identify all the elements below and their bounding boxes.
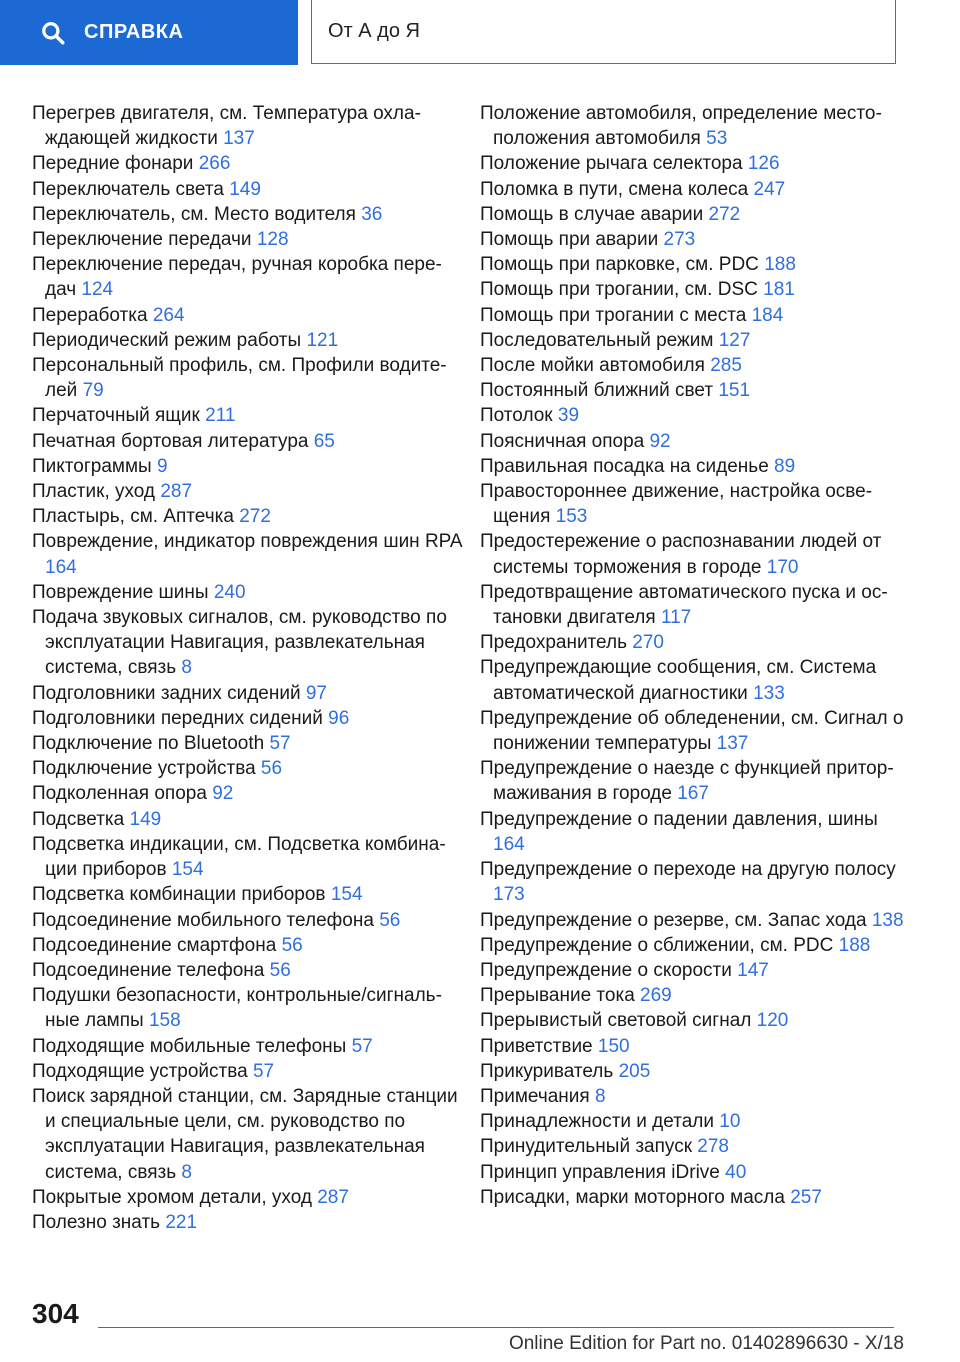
index-entry-term: Предупреждение о падении давления, шины (480, 808, 878, 830)
index-entry-term: Положение автомобиля, определение местоположения автомобиля (480, 103, 882, 150)
index-entry (32, 908, 462, 933)
page-link[interactable]: 164 (493, 833, 525, 855)
page-link[interactable]: 266 (198, 153, 231, 175)
page-link[interactable]: 56 (379, 909, 401, 931)
page-link[interactable]: 247 (753, 178, 786, 200)
index-entry-term: Переключение передач, ручная коробка передач (32, 254, 442, 301)
index-entry-term: Подходящие устройства (32, 1060, 248, 1082)
index-entry-term: Подсветка индикации, см. Подсветка комбинации приборов (32, 833, 446, 881)
index-entry (480, 706, 910, 756)
index-entry (480, 630, 910, 655)
index-entry (480, 1034, 910, 1059)
index-entry (32, 580, 462, 605)
index-entry (32, 101, 462, 151)
index-entry-term: Печатная бортовая литература (32, 430, 309, 452)
index-entry (480, 1185, 910, 1210)
index-entry-term: Подача звуковых сигналов, см. руководство по эксплуатации Навигация, развлекательная система, связь (32, 607, 447, 679)
index-entry (32, 781, 462, 806)
page-link[interactable]: 287 (160, 481, 193, 503)
index-entry-term: Периодический режим работы (32, 329, 302, 351)
page-link[interactable]: 8 (181, 657, 192, 679)
index-entry (32, 731, 462, 756)
index-entry (480, 479, 910, 529)
index-entry (32, 605, 462, 681)
index-entry-term: Принадлежности и детали (480, 1111, 714, 1133)
index-entry (32, 882, 462, 907)
index-entry (32, 1084, 462, 1185)
index-entry-term: Помощь в случае аварии (480, 203, 704, 225)
page-link[interactable]: 188 (838, 934, 871, 956)
index-entry (32, 807, 462, 832)
index-entry (32, 756, 462, 781)
page-link[interactable]: 39 (557, 405, 580, 427)
index-entry (32, 983, 462, 1033)
page-link[interactable]: 56 (281, 934, 303, 956)
index-entry-term: Помощь при парковке, см. PDC (480, 254, 759, 276)
index-entry-term: После мойки автомобиля (480, 355, 705, 377)
index-entry-term: Подсветка (32, 808, 125, 830)
index-entry (480, 908, 910, 933)
page-link[interactable]: 92 (649, 430, 671, 452)
index-entry (32, 479, 462, 504)
index-entry (32, 303, 462, 328)
index-entry-term: Подсоединение мобильного телефона (32, 909, 374, 931)
page-link[interactable]: 124 (81, 279, 114, 301)
index-entry (32, 429, 462, 454)
index-entry (32, 933, 462, 958)
index-entry-term: Пиктограммы (32, 455, 152, 477)
page-link[interactable]: 92 (212, 783, 234, 805)
page-link[interactable]: 273 (663, 229, 696, 251)
page-link[interactable]: 240 (213, 581, 246, 603)
index-entry (480, 1109, 910, 1134)
index-entry-term: Прикуриватель (480, 1060, 614, 1082)
index-entry (480, 857, 910, 907)
index-entry-term: Подголовники задних сидений (32, 682, 301, 704)
index-entry (480, 277, 910, 302)
index-entry (32, 454, 462, 479)
index-entry-term: Подсоединение телефона (32, 959, 265, 981)
page-link[interactable]: 57 (351, 1035, 373, 1057)
page-link[interactable]: 181 (763, 279, 795, 301)
page-link[interactable]: 164 (45, 556, 77, 578)
index-entry (32, 1034, 462, 1059)
page-link[interactable]: 264 (152, 304, 185, 326)
index-entry (32, 529, 462, 579)
index-entry-term: Поясничная опора (480, 430, 645, 452)
page-link[interactable]: 154 (330, 884, 363, 906)
page-link[interactable]: 128 (256, 229, 289, 251)
index-entry-term: Переключение передачи (32, 229, 252, 251)
page-link[interactable]: 121 (306, 329, 339, 351)
index-entry (480, 1059, 910, 1084)
page-link[interactable]: 188 (764, 254, 796, 276)
index-entry-term: Перегрев двигателя, см. Температура охлаждающей жидкости (32, 103, 421, 150)
page-link[interactable]: 153 (555, 506, 588, 528)
index-entry-term: Предупреждение об обледенении, см. Сигнал о понижении температуры (480, 707, 904, 755)
index-entry (480, 933, 910, 958)
index-entry-term: Переключатель света (32, 178, 224, 200)
footer-divider (98, 1327, 894, 1328)
page-link[interactable]: 137 (716, 733, 749, 755)
page-link[interactable]: 270 (632, 632, 664, 654)
index-entry-term: Персональный профиль, см. Профили водителей (32, 355, 447, 402)
index-entry (480, 353, 910, 378)
page-link[interactable]: 53 (706, 128, 728, 150)
page-link[interactable]: 57 (269, 733, 291, 755)
index-entry (480, 454, 910, 479)
index-entry-term: Подушки безопасности, контрольные/сигнальные лампы (32, 985, 442, 1032)
index-entry-term: Последовательный режим (480, 329, 714, 351)
page-link[interactable]: 151 (718, 380, 751, 402)
index-entry (32, 403, 462, 428)
index-entry-term: Полезно знать (32, 1211, 161, 1233)
index-entry-term: Помощь при трогании с места (480, 304, 747, 326)
page-link[interactable]: 117 (660, 607, 692, 629)
index-entry (32, 177, 462, 202)
page-link[interactable]: 89 (774, 455, 796, 477)
index-entry-term: Подходящие мобильные телефоны (32, 1035, 347, 1057)
page-link[interactable]: 8 (594, 1085, 606, 1107)
index-entry-term: Подколенная опора (32, 783, 207, 805)
page-link[interactable]: 170 (766, 556, 799, 578)
page-link[interactable]: 257 (790, 1186, 822, 1208)
index-entry-term: Прерывистый световой сигнал (480, 1010, 752, 1032)
page-link[interactable]: 137 (223, 128, 255, 150)
page-link[interactable]: 173 (493, 884, 525, 906)
index-column-right (480, 101, 910, 1210)
index-entry-term: Поиск зарядной станции, см. Зарядные станции и специальные цели, см. руководство по эксплуатации Навигация, развлекательная система, связь (32, 1085, 458, 1183)
index-entry-term: Принцип управления iDrive (480, 1161, 720, 1183)
page-link[interactable]: 96 (328, 707, 350, 729)
index-entry (32, 328, 462, 353)
help-label: СПРАВКА (84, 21, 184, 43)
index-entry-term: Присадки, марки моторного масла (480, 1186, 785, 1208)
index-entry-term: Повреждение, индикатор повреждения шин RPA (32, 531, 462, 553)
page-link[interactable]: 221 (165, 1211, 198, 1233)
index-entry (480, 378, 910, 403)
index-column-left (32, 101, 462, 1235)
index-entry (32, 504, 462, 529)
index-entry (480, 227, 910, 252)
index-entry-term: Правостороннее движение, настройка освещения (480, 481, 873, 528)
search-icon (40, 20, 66, 46)
index-entry (32, 1210, 462, 1235)
index-entry-term: Покрытые хромом детали, уход (32, 1186, 312, 1208)
page-link[interactable]: 287 (317, 1186, 349, 1208)
index-entry-term: Предупреждение о сближении, см. PDC (480, 934, 834, 956)
index-entry-term: Предупреждающие сообщения, см. Система автоматической диагностики (480, 657, 877, 704)
index-entry (480, 1134, 910, 1159)
index-entry (32, 353, 462, 403)
page-link[interactable]: 285 (710, 355, 742, 377)
index-entry (32, 252, 462, 302)
index-entry (32, 958, 462, 983)
page-link[interactable]: 138 (871, 909, 904, 931)
page-link[interactable]: 36 (361, 203, 383, 225)
page-link[interactable]: 149 (129, 808, 162, 830)
index-entry-term: Подсоединение смартфона (32, 934, 277, 956)
page-link[interactable]: 56 (260, 758, 283, 780)
index-entry-term: Подключение устройства (32, 758, 256, 780)
index-entry-term: Прерывание тока (480, 985, 635, 1007)
index-entry (480, 807, 910, 857)
page-link[interactable]: 120 (756, 1010, 789, 1032)
page-link[interactable]: 40 (725, 1161, 747, 1183)
page-link[interactable]: 149 (229, 178, 261, 200)
index-entry-term: Потолок (480, 405, 553, 427)
page-link[interactable]: 126 (747, 153, 780, 175)
page-link[interactable]: 158 (148, 1010, 181, 1032)
index-entry-term: Предупреждение о переходе на другую полосу (480, 859, 896, 881)
index-entry (32, 1185, 462, 1210)
index-entry-term: Помощь при аварии (480, 229, 659, 251)
page-link[interactable]: 211 (205, 405, 236, 427)
page-link[interactable]: 97 (305, 682, 327, 704)
page-link[interactable]: 8 (181, 1161, 192, 1183)
page-link[interactable]: 205 (618, 1060, 651, 1082)
page-link[interactable]: 269 (640, 985, 672, 1007)
index-entry (32, 202, 462, 227)
index-entry-term: Переработка (32, 304, 148, 326)
index-entry (480, 1008, 910, 1033)
index-entry (480, 1084, 910, 1109)
index-entry (32, 681, 462, 706)
index-entry-term: Предупреждение о наезде с функцией притормаживания в городе (480, 758, 894, 805)
index-entry-term: Предостережение о распознавании людей от системы торможения в городе (480, 531, 882, 578)
index-entry-term: Предохранитель (480, 632, 627, 654)
index-entry-term: Переключатель, см. Место водителя (32, 203, 356, 225)
index-entry (480, 328, 910, 353)
index-entry-term: Поломка в пути, смена колеса (480, 178, 749, 200)
page-link[interactable]: 154 (171, 859, 204, 881)
index-entry (480, 101, 910, 151)
index-entry (480, 202, 910, 227)
index-entry-term: Принудительный запуск (480, 1136, 693, 1158)
index-entry (480, 1160, 910, 1185)
page-link[interactable]: 278 (697, 1136, 729, 1158)
index-entry (480, 756, 910, 806)
page-link[interactable]: 127 (718, 329, 751, 351)
index-entry-term: Пластырь, см. Аптечка (32, 506, 234, 528)
index-entry (480, 958, 910, 983)
index-entry (480, 177, 910, 202)
section-tab[interactable] (311, 0, 896, 64)
index-entry-term: Передние фонари (32, 153, 194, 175)
page-link[interactable]: 133 (753, 682, 785, 704)
index-entry (32, 227, 462, 252)
page-link[interactable]: 79 (82, 380, 104, 402)
edition-note: Online Edition for Part no. 01402896630 - X/18 (508, 1333, 904, 1354)
index-entry (480, 252, 910, 277)
section-tab-label: От А до Я (328, 20, 420, 42)
index-entry (32, 832, 462, 882)
index-entry-term: Подсветка комбинации приборов (32, 884, 326, 906)
page-link[interactable]: 56 (269, 959, 291, 981)
index-entry-term: Повреждение шины (32, 581, 209, 603)
index-entry-term: Помощь при трогании, см. DSC (480, 279, 758, 301)
page-link[interactable]: 10 (719, 1111, 741, 1133)
page-link[interactable]: 272 (708, 203, 741, 225)
index-entry (480, 303, 910, 328)
index-entry-term: Положение рычага селектора (480, 153, 743, 175)
index-entry (480, 529, 910, 579)
page-link[interactable]: 150 (597, 1035, 630, 1057)
page-link[interactable]: 147 (737, 959, 769, 981)
index-entry-term: Подголовники передних сидений (32, 707, 323, 729)
index-entry (32, 151, 462, 176)
page-link[interactable]: 167 (677, 783, 709, 805)
index-entry (480, 151, 910, 176)
index-entry-term: Предупреждение о скорости (480, 959, 732, 981)
page-link[interactable]: 57 (252, 1060, 275, 1082)
index-entry (32, 706, 462, 731)
page-link[interactable]: 272 (239, 506, 271, 528)
index-entry-term: Пластик, уход (32, 481, 156, 503)
index-entry-term: Подключение по Bluetooth (32, 733, 265, 755)
index-entry-term: Приветствие (480, 1035, 593, 1057)
index-entry (480, 429, 910, 454)
index-entry-term: Предупреждение о резерве, см. Запас хода (480, 909, 867, 931)
index-entry (480, 580, 910, 630)
index-entry-term: Правильная посадка на сиденье (480, 455, 769, 477)
index-entry (480, 655, 910, 705)
index-entry-term: Предотвращение автоматического пуска и остановки двигателя (480, 581, 888, 629)
page-link[interactable]: 184 (751, 304, 784, 326)
page-link[interactable]: 9 (156, 455, 168, 477)
help-header-button[interactable] (0, 0, 298, 65)
index-entry-term: Перчаточный ящик (32, 405, 200, 427)
page-link[interactable]: 65 (313, 430, 335, 452)
page-number: 304 (32, 1298, 79, 1329)
index-entry (480, 403, 910, 428)
index-entry-term: Примечания (480, 1085, 590, 1107)
index-entry (32, 1059, 462, 1084)
index-entry (480, 983, 910, 1008)
index-entry-term: Постоянный ближний свет (480, 380, 714, 402)
